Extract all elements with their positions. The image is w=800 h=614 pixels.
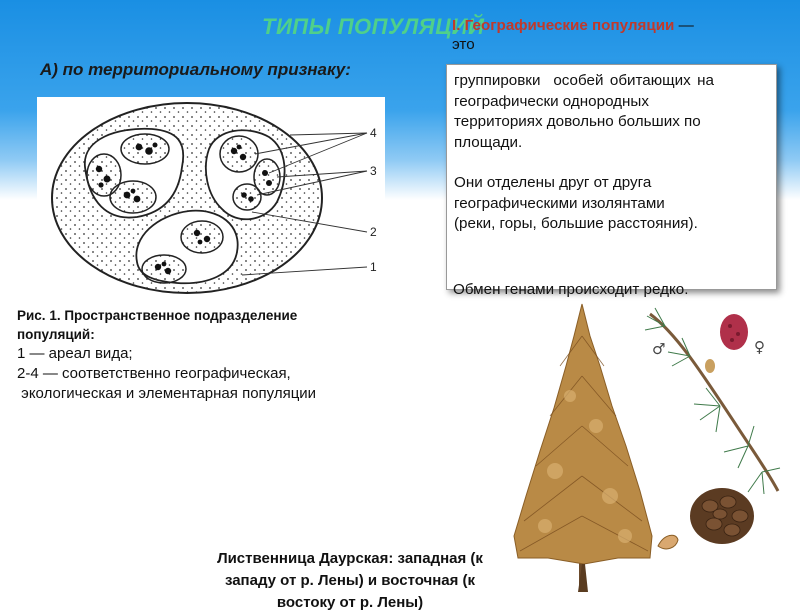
definition-dash: —	[674, 17, 694, 34]
definition-word-this: это	[452, 36, 475, 53]
definition-text-5: Они отделены друг от друга	[454, 174, 652, 191]
ecological-population	[142, 255, 186, 283]
slide-title: ТИПЫ ПОПУЛЯЦИЙ	[262, 14, 485, 39]
caption-heading-1: Рис. 1. Пространственное подразделение	[17, 308, 298, 323]
caption-line-2: 2-4 — соответственно географическая,	[17, 365, 291, 382]
definition-text-1: группировки особей обитающих на	[454, 72, 714, 89]
figure-caption	[17, 306, 437, 404]
definition-text-8: Обмен генами происходит редко.	[453, 281, 689, 298]
ecological-population	[121, 134, 169, 164]
figure-label-1: 1	[370, 260, 377, 274]
caption-line-3: экологическая и элементарная популяции	[17, 385, 317, 402]
definition-text-6: географическими изолянтами	[454, 194, 665, 212]
larch-caption	[150, 548, 550, 611]
figure-label-4: 4	[370, 126, 377, 140]
male-cone	[705, 359, 715, 373]
larch-caption-1: Лиственница Даурская: западная (к	[217, 550, 483, 567]
female-cone	[720, 314, 748, 350]
definition-text-4: площади.	[454, 133, 523, 151]
ecological-population	[220, 136, 258, 172]
definition-text-3: территориях довольно больших по	[454, 113, 701, 130]
ecological-population	[110, 181, 156, 213]
caption-line-1: 1 — ареал вида;	[17, 345, 133, 362]
figure-label-3: 3	[370, 164, 377, 178]
definition-heading-line	[452, 16, 782, 36]
slide-subtitle: А) по территориальному признаку:	[40, 60, 351, 79]
definition-text-2: географически однородных	[454, 92, 649, 110]
female-symbol: ♀	[754, 338, 765, 356]
definition-text-box	[446, 64, 777, 290]
figure-label-2: 2	[370, 225, 377, 239]
population-diagram-svg	[37, 97, 385, 300]
ecological-population	[233, 184, 261, 210]
larch-branch	[645, 308, 780, 494]
mature-cone	[690, 488, 754, 544]
caption-heading-2: популяций:	[17, 327, 95, 342]
population-diagram	[37, 97, 385, 300]
larch-caption-3: востоку от р. Лены)	[276, 594, 424, 611]
ecological-population	[181, 221, 223, 253]
seed	[658, 535, 678, 549]
male-symbol: ♂	[652, 340, 666, 358]
definition-text-7: (реки, горы, большие расстояния).	[454, 215, 698, 232]
larch-caption-2: западу от р. Лены) и восточная (к	[224, 572, 476, 589]
definition-heading: I. Географические популяции	[452, 17, 675, 34]
